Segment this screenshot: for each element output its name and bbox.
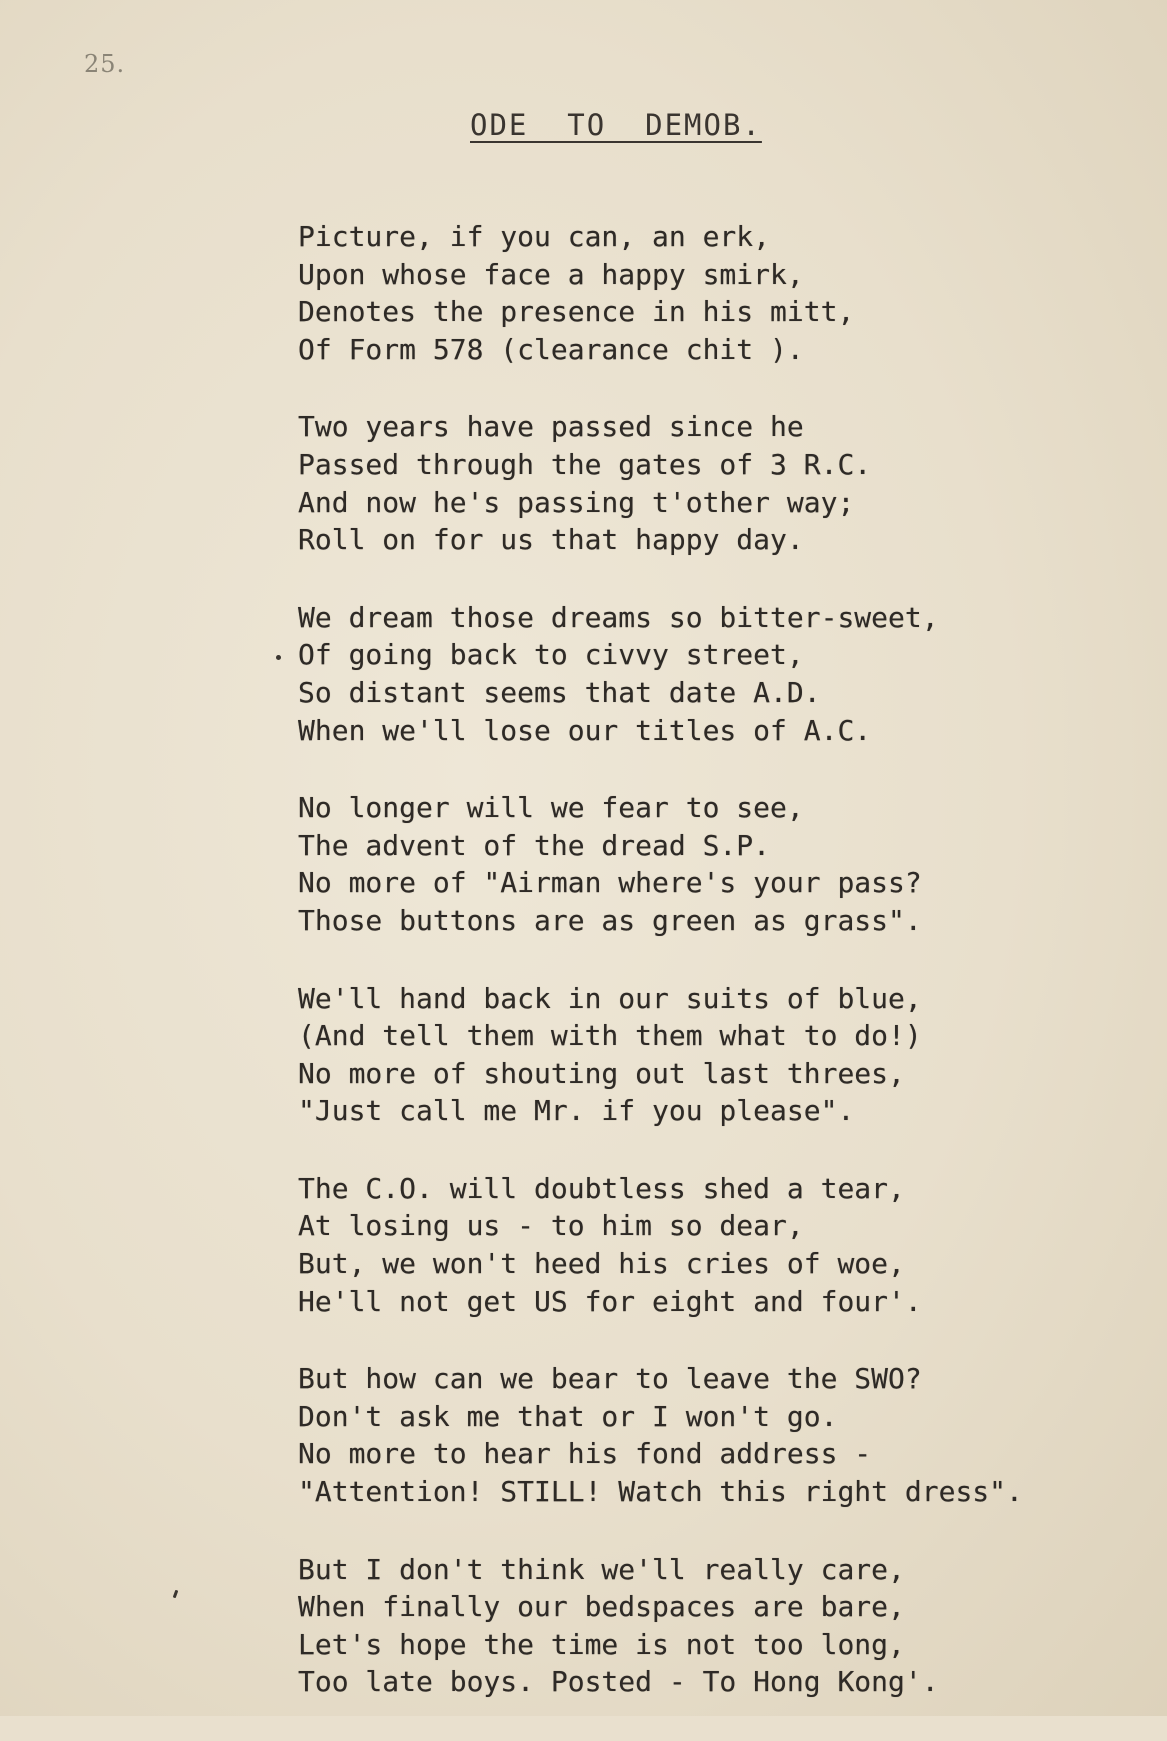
poem-line: No more of "Airman where's your pass?: [298, 866, 922, 900]
poem-line: We dream those dreams so bitter-sweet,: [298, 600, 939, 634]
poem-line: He'll not get US for eight and four'.: [298, 1284, 922, 1318]
poem-line: No more to hear his fond address -: [298, 1437, 872, 1471]
poem-line: Roll on for us that happy day.: [298, 523, 804, 557]
poem-line: Upon whose face a happy smirk,: [298, 257, 804, 291]
stanza: [298, 980, 1118, 1130]
stanza: [298, 1551, 1118, 1701]
poem-title: ODE TO DEMOB.: [470, 108, 762, 142]
stanza: [298, 789, 1118, 939]
poem-line: Of Form 578 (clearance chit ).: [298, 332, 804, 366]
poem-line: The advent of the dread S.P.: [298, 828, 771, 862]
poem-line: Let's hope the time is not too long,: [298, 1627, 905, 1661]
poem-line: Too late boys. Posted - To Hong Kong'.: [298, 1665, 939, 1699]
stanza: [298, 1170, 1118, 1320]
poem-line: Don't ask me that or I won't go.: [298, 1399, 838, 1433]
page-number: 25.: [84, 50, 126, 78]
poem-line: We'll hand back in our suits of blue,: [298, 981, 922, 1015]
poem-line: Two years have passed since he: [298, 410, 804, 444]
poem-line: But, we won't heed his cries of woe,: [298, 1247, 905, 1281]
poem-line: But I don't think we'll really care,: [298, 1552, 905, 1586]
poem-line: Passed through the gates of 3 R.C.: [298, 447, 872, 481]
poem-line: The C.O. will doubtless shed a tear,: [298, 1171, 905, 1205]
poem-line: When finally our bedspaces are bare,: [298, 1590, 905, 1624]
poem-line: Picture, if you can, an erk,: [298, 220, 771, 253]
poem-line: Denotes the presence in his mitt,: [298, 295, 855, 329]
stanza: [298, 1360, 1118, 1510]
stanza: [298, 218, 1118, 368]
poem-line: Of going back to civvy street,: [298, 638, 804, 672]
poem-line: No longer will we fear to see,: [298, 791, 804, 825]
poem-line: No more of shouting out last threes,: [298, 1056, 905, 1090]
poem-line: But how can we bear to leave the SWO?: [298, 1362, 922, 1396]
stanza: [298, 408, 1118, 558]
poem-body: [298, 218, 1118, 1741]
poem-line: Those buttons are as green as grass".: [298, 903, 922, 937]
margin-tick: [173, 1590, 179, 1599]
poem-line: "Attention! STILL! Watch this right dress".: [298, 1475, 1023, 1509]
poem-line: "Just call me Mr. if you please".: [298, 1094, 855, 1128]
poem-line: At losing us - to him so dear,: [298, 1209, 804, 1243]
poem-line: (And tell them with them what to do!): [298, 1019, 922, 1053]
margin-dot: [276, 655, 281, 660]
poem-line: When we'll lose our titles of A.C.: [298, 713, 872, 747]
poem-line: So distant seems that date A.D.: [298, 675, 821, 709]
poem-line: And now he's passing t'other way;: [298, 485, 855, 519]
stanza: [298, 599, 1118, 749]
